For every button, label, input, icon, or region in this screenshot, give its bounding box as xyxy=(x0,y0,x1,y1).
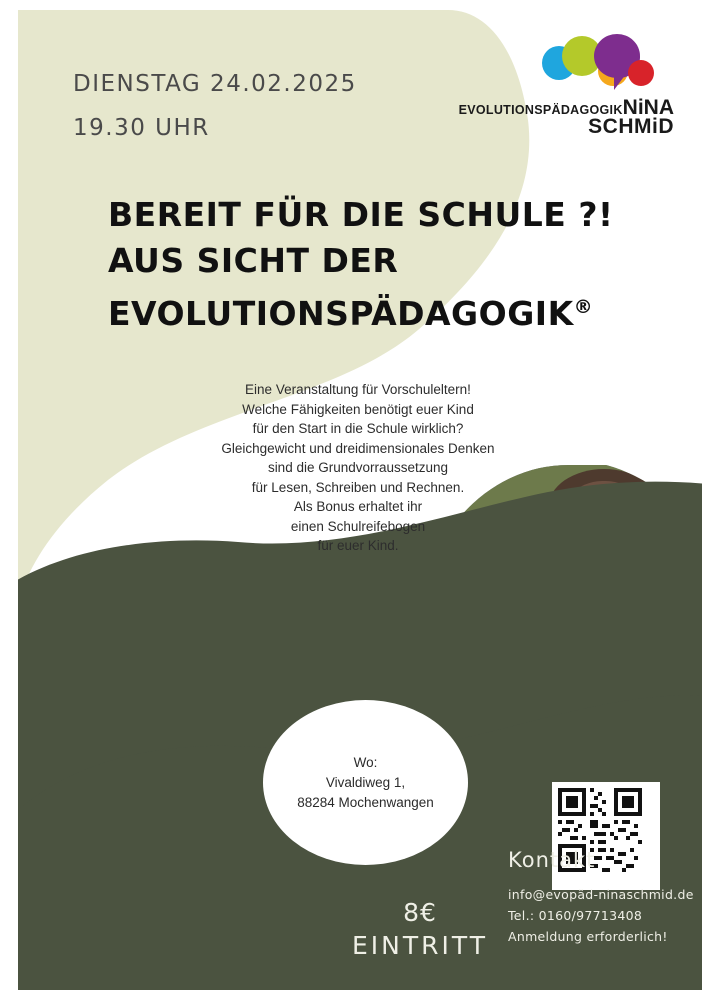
location-text xyxy=(297,753,434,813)
registration-note: Anmeldung erforderlich! xyxy=(508,929,668,944)
headline-line-3-wrapper xyxy=(108,284,668,337)
location-city: 88284 Mochenwangen xyxy=(297,794,434,810)
event-date-block xyxy=(73,62,357,150)
contact-email[interactable]: info@evopäd-ninaschmid.de xyxy=(508,887,694,902)
description-line: Eine Veranstaltung für Vorschuleltern! xyxy=(245,382,471,397)
contact-block xyxy=(508,848,694,947)
headline-line-2: AUS SICHT DER xyxy=(108,241,399,280)
speech-bubbles-icon xyxy=(542,36,662,94)
poster-headline xyxy=(108,192,668,337)
description-line: Gleichgewicht und dreidimensionales Denken xyxy=(221,440,495,456)
contact-title: Kontakt xyxy=(508,848,596,872)
description-line: Welche Fähigkeiten benötigt euer Kind xyxy=(242,401,474,417)
registered-trademark-icon: ® xyxy=(573,296,594,318)
poster-page xyxy=(18,10,702,990)
bubble-red xyxy=(628,60,654,86)
event-date: DIENSTAG 24.02.2025 xyxy=(73,71,357,97)
logo-word-nina: NiNA xyxy=(622,96,674,119)
price-label: EINTRITT xyxy=(352,931,488,960)
brand-logo xyxy=(458,36,680,138)
headline-line-3: EVOLUTIONSPÄDAGOGIK xyxy=(108,294,574,333)
logo-word-evolutionspaedagogik: EVOLUTIONSPÄDAGOGIK xyxy=(458,103,623,117)
logo-word-schmid: SCHMiD xyxy=(588,115,674,138)
price-amount: 8€ xyxy=(403,898,437,927)
price-block xyxy=(352,898,488,960)
event-time: 19.30 UHR xyxy=(73,115,210,141)
location-street: Vivaldiweg 1, xyxy=(325,774,406,790)
description-line: einen Schulreifebogen xyxy=(290,518,426,534)
description-line: für euer Kind. xyxy=(317,538,399,553)
location-label: Wo: xyxy=(353,754,378,770)
description-line: für Lesen, Schreiben und Rechnen. xyxy=(251,479,465,495)
description-line: sind die Grundvorraussetzung xyxy=(267,460,449,475)
headline-line-1: BEREIT FÜR DIE SCHULE ?! xyxy=(108,195,614,234)
bubble-tail xyxy=(614,74,626,90)
description-line: Als Bonus erhaltet ihr xyxy=(293,499,423,514)
location-circle xyxy=(263,700,468,865)
description-line: für den Start in die Schule wirklich? xyxy=(252,421,464,436)
contact-phone[interactable]: Tel.: 0160/97713408 xyxy=(508,908,643,923)
event-description xyxy=(208,380,508,556)
